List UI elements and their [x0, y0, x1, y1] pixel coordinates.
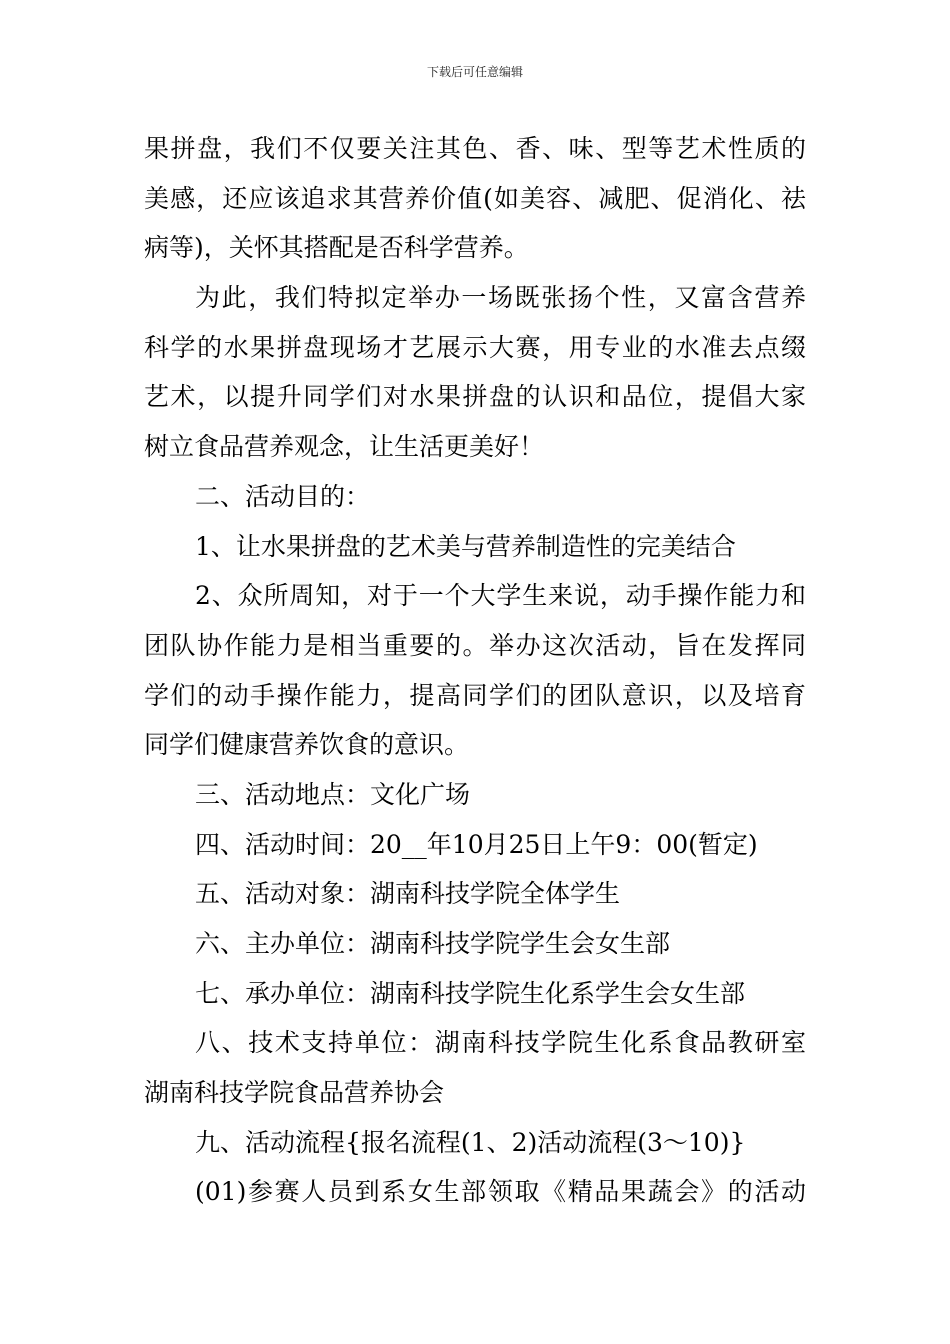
text-line: 学们的动手操作能力，提高同学们的团队意识，以及培育: [144, 680, 806, 710]
text-line: 树立食品营养观念，让生活更美好！: [144, 432, 545, 462]
section-heading: 八、技术支持单位：湖南科技学院生化系食品教研室: [195, 1028, 806, 1058]
text-line: (01)参赛人员到系女生部领取《精品果蔬会》的活动: [195, 1177, 806, 1207]
text-line: 为此，我们特拟定举办一场既张扬个性，又富含营养: [195, 283, 806, 313]
section-heading: 九、活动流程{报名流程(1、2)活动流程(3～10)}: [195, 1127, 746, 1157]
section-heading: 七、承办单位：湖南科技学院生化系学生会女生部: [195, 978, 746, 1008]
section-heading: 三、活动地点：文化广场: [195, 779, 471, 809]
text-line: 美感，还应该追求其营养价值(如美容、减肥、促消化、祛: [144, 183, 806, 213]
text-line: 果拼盘，我们不仅要关注其色、香、味、型等艺术性质的: [144, 134, 806, 163]
text-line: 艺术，以提升同学们对水果拼盘的认识和品位，提倡大家: [144, 382, 806, 412]
text-line: 科学的水果拼盘现场才艺展示大赛，用专业的水准去点缀: [144, 332, 806, 362]
text-line: 2、众所周知，对于一个大学生来说，动手操作能力和: [195, 581, 806, 611]
text-line: 病等)，关怀其搭配是否科学营养。: [144, 233, 529, 263]
text-line: 湖南科技学院食品营养协会: [144, 1078, 445, 1108]
text-line: 同学们健康营养饮食的意识。: [144, 730, 470, 760]
section-heading: 二、活动目的：: [195, 481, 371, 511]
text-line: 1、让水果拼盘的艺术美与营养制造性的完美结合: [195, 531, 736, 561]
section-heading: 六、主办单位：湖南科技学院学生会女生部: [195, 929, 671, 958]
section-heading: 四、活动时间：20__年10月25日上午9：00(暂定): [195, 829, 758, 859]
text-line: 团队协作能力是相当重要的。举办这次活动，旨在发挥同: [144, 630, 806, 660]
page-header: 下载后可任意编辑: [426, 65, 523, 79]
section-heading: 五、活动对象：湖南科技学院全体学生: [195, 879, 621, 909]
document-body: [144, 124, 806, 1217]
